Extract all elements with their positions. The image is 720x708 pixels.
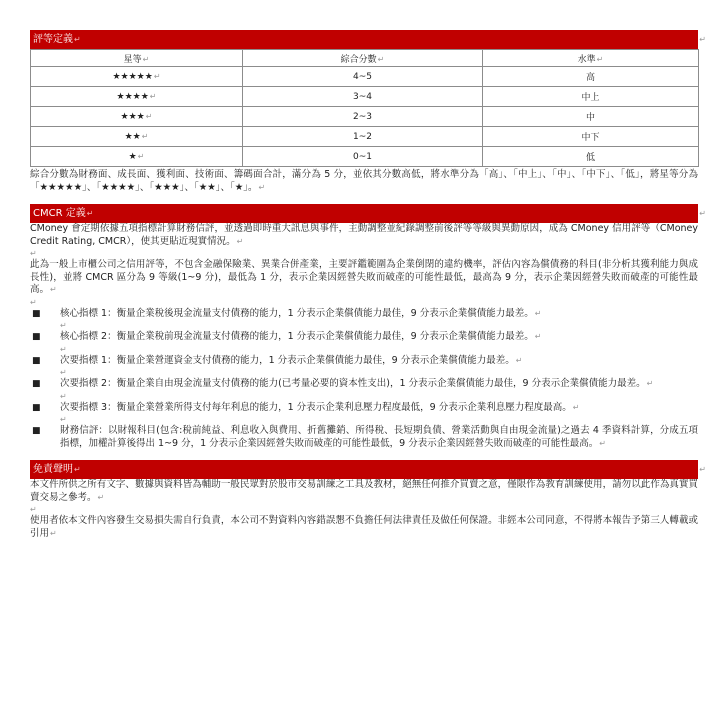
star-rating: ★★★★	[116, 91, 149, 102]
list-item: ■ 財務信評：以財報科目(包含:稅前純益、利息收入與費用、折舊攤銷、所得稅、長短期負債、營業活動與自由現金流量)之過去 4 季資料計算，分成五項指標，加權計算後得出 1~9 分，1 分表示企業因經營失敗而破產的可能性最低，9 分表示企業因經營失敗而破產的可能性最高。↵	[32, 425, 698, 449]
table-row: ★★★↵ 2~3 中	[31, 107, 699, 127]
level-label: 中下	[581, 133, 600, 143]
score-range: 3~4	[353, 91, 372, 102]
header-score: 綜合分數↵	[243, 50, 483, 67]
star-rating: ★★★★★	[112, 71, 153, 82]
disclaimer-section-title: 免責聲明	[33, 464, 73, 475]
level-label: 中上	[581, 93, 600, 103]
star-rating: ★★	[124, 131, 141, 142]
score-range: 0~1	[353, 151, 372, 162]
cmcr-intro: CMoney 會定期依據五項指標計算財務信評，並透過即時重大訊息與事件，主動調整並紀錄調整前後評等等級與異動原因，成為 CMoney 信用評等（CMoney Credit Rating, CMCR），使其更貼近現實情況。↵	[30, 223, 698, 247]
rating-table	[30, 49, 699, 167]
list-item: ■ 次要指標 2：衡量企業自由現金流量支付債務的能力(已考量必要的資本性支出)，1 分表示企業償債能力最佳，9 分表示企業償債能力最差。↵	[32, 378, 654, 389]
table-row: ★★★★↵ 3~4 中上	[31, 87, 699, 107]
star-rating: ★	[128, 151, 137, 162]
header-stars: 星等↵	[31, 50, 243, 67]
bullet-square-icon: ■	[32, 332, 41, 342]
cmcr-description: 此為一般上市櫃公司之信用評等，不包含金融保險業、異業合併產業，主要評鑑範圍為企業倒閉的違約機率，評估內容為償債務的科目(非分析其獲利能力與成長性)，並將 CMCR 區分為 9 等級(1~9 分)，最低為 1 分，表示企業因經營失敗而破產的可能性最低，最高為 9 分，表示企業因經營失敗而破產的可能性最高。↵	[30, 259, 698, 295]
bullet-square-icon: ■	[32, 379, 41, 389]
bullet-square-icon: ■	[32, 402, 41, 413]
list-item: ■ 次要指標 1：衡量企業營運資金支付債務的能力，1 分表示企業償債能力最佳，9 分表示企業償債能力最差。↵	[32, 354, 523, 366]
cmcr-section-header: CMCR 定義↵ ↵	[30, 204, 698, 223]
score-range: 4~5	[353, 71, 372, 82]
header-level: 水準↵	[483, 50, 699, 67]
table-row: ★★★★★↵ 4~5 高	[31, 67, 699, 87]
score-range: 2~3	[353, 111, 372, 122]
disclaimer-paragraph-2: 使用者依本文件內容發生交易損失需自行負責，本公司不對資料內容錯誤懇不負擔任何法律責任及做任何保證。非經本公司同意，不得將本報告予第三人轉載或引用↵	[30, 515, 698, 539]
rating-section-title: 評等定義	[33, 34, 73, 45]
list-item: ■ 核心指標 1：衡量企業稅後現金流量支付債務的能力，1 分表示企業償債能力最佳，9 分表示企業償債能力最差。↵	[32, 307, 542, 319]
level-label: 高	[585, 73, 595, 83]
rating-table-header-row	[31, 50, 699, 67]
bullet-square-icon: ■	[32, 426, 41, 436]
list-item: ■ 次要指標 3：衡量企業營業所得支付每年利息的能力，1 分表示企業利息壓力程度最低，9 分表示企業利息壓力程度最高。↵	[32, 401, 580, 413]
star-rating: ★★★	[120, 111, 145, 122]
level-label: 中	[585, 113, 595, 123]
rating-note: 綜合分數為財務面、成長面、獲利面、技術面、籌碼面合計，滿分為 5 分，並依其分數高低，將水準分為「高」、「中上」、「中」、「中下」、「低」，將星等分為「★★★★★」、「★★★★」、「★★★」、「★★」、「★」。↵	[30, 169, 698, 193]
table-row: ★↵ 0~1 低	[31, 147, 699, 167]
document-page: 評等定義↵ ↵ 星等↵ 綜合分數↵ 水準↵ ★★★★★↵ 4~5 高 ★★★★↵ 3~4 中上 ★★★↵ 2~3 中 ★★↵ 1~2 中下 ★↵ 0~1 低 綜合分數為財務面、成長面、獲利面、技術面、籌碼面合計，滿分為 5 分，並依其分數高低，將水準分為「高」、「中上」、「中」、「中下」、「低」，將星等分為「★★★★★」、「★★★★」、「★★★」、「★★」、「★」。↵ CMCR 定義↵ ↵ CMoney 會定期依據五項指標計算財務信評，並透過即時重大訊息與事件，主動調整並紀錄調整前後評等等級與異動原因，成為 CMoney 信用評等（CMoney Credit Rating, CMCR），使其更貼近現實情況。↵ ↵ 此為一般上市櫃公司之信用評等，不包含金融保險業、異業合併產業，主要評鑑範圍為企業倒閉的違約機率，評估內容為償債務的科目(非分析其獲利能力與成長性)，並將 CMCR 區分為 9 等級(1~9 分)，最低為 1 分，表示企業因經營失敗而破產的可能性最低，最高為 9 分，表示企業因經營失敗而破產的可能性最高。↵ ↵ ■ 核心指標 1：衡量企業稅後現金流量支付債務的能力，1 分表示企業償債能力最佳，9 分表示企業償債能力最差。↵ ↵ ■ 核心指標 2：衡量企業稅前現金流量支付債務的能力，1 分表示企業償債能力最佳，9 分表示企業償債能力最差。↵ ↵ ■ 次要指標 1：衡量企業營運資金支付債務的能力，1 分表示企業償債能力最佳，9 分表示企業償債能力最差。↵ ↵ ■ 次要指標 2：衡量企業自由現金流量支付債務的能力(已考量必要的資本性支出)，1 分表示企業償債能力最佳，9 分表示企業償債能力最差。↵ ↵ ■ 次要指標 3：衡量企業營業所得支付每年利息的能力，1 分表示企業利息壓力程度最低，9 分表示企業利息壓力程度最高。↵ ↵ ■ 財務信評：以財報科目(包含:稅前純益、利息收入與費用、折舊攤銷、所得稅、長短期負債、營業活動與自由現金流量)之過去 4 季資料計算，分成五項指標，加權計算後得出 1~9 分，1 分表示企業因經營失敗而破產的可能性最低，9 分表示企業因經營失敗而破產的可能性最高。↵ 免責聲明↵ ↵ 本文件所供之所有文字、數據與資料皆為輔助一般民眾對於股市交易訓練之工具及教材，絕無任何推介買賣之意，僅限作為教育訓練使用，請勿以此作為真實買賣交易之參考。↵ ↵ 使用者依本文件內容發生交易損失需自行負責，本公司不對資料內容錯誤懇不負擔任何法律責任及做任何保證。非經本公司同意，不得將本報告予第三人轉載或引用↵	[30, 30, 698, 540]
bullet-square-icon: ■	[32, 355, 41, 366]
disclaimer-section-header: 免責聲明↵ ↵	[30, 460, 698, 479]
list-item: ■ 核心指標 2：衡量企業稅前現金流量支付債務的能力，1 分表示企業償債能力最佳，9 分表示企業償債能力最差。↵	[32, 331, 542, 342]
disclaimer-paragraph-1: 本文件所供之所有文字、數據與資料皆為輔助一般民眾對於股市交易訓練之工具及教材，絕無任何推介買賣之意，僅限作為教育訓練使用，請勿以此作為真實買賣交易之參考。↵	[30, 479, 698, 503]
rating-section-header: 評等定義↵ ↵	[30, 30, 698, 49]
table-row: ★★↵ 1~2 中下	[31, 127, 699, 147]
bullet-square-icon: ■	[32, 308, 41, 319]
level-label: 低	[585, 153, 595, 163]
cmcr-section-title: CMCR 定義	[33, 208, 86, 219]
score-range: 1~2	[353, 131, 372, 142]
